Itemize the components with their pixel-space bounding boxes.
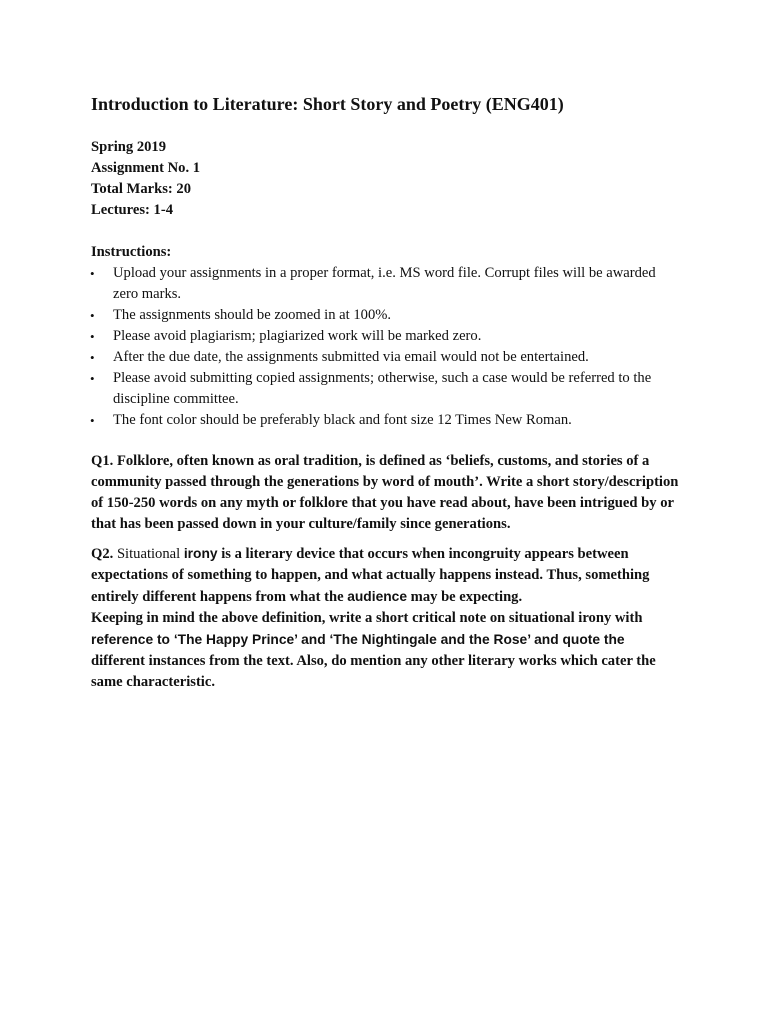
assignment-meta [91, 137, 680, 221]
instruction-item [91, 368, 680, 410]
question-2-label: Q2. [91, 546, 114, 562]
instruction-text: The font color should be preferably black and font size 12 Times New Roman. [113, 412, 572, 428]
term-irony: irony [183, 546, 218, 561]
question-2-text: may be expecting. [407, 589, 523, 605]
instruction-text: Please avoid submitting copied assignments; otherwise, such a case would be referred to the discipline committee. [113, 370, 652, 407]
instruction-item [91, 305, 680, 326]
instruction-item [91, 326, 680, 347]
semester: Spring 2019 [91, 139, 167, 155]
instruction-item [91, 410, 680, 431]
instruction-text: After the due date, the assignments submitted via email would not be entertained. [113, 349, 589, 365]
instructions-list [91, 263, 680, 431]
bullet-icon: • [90, 413, 95, 428]
instructions-heading: Instructions: [91, 244, 172, 260]
question-2 [91, 543, 680, 693]
instruction-item [91, 263, 680, 305]
question-2-references: reference to ‘The Happy Prince’ and ‘The Nightingale and the Rose’ and quote the [91, 632, 625, 647]
total-marks: Total Marks: 20 [91, 181, 191, 197]
question-2-text: Situational [113, 546, 184, 562]
document-title: Introduction to Literature: Short Story and Poetry (ENG401) [91, 94, 564, 114]
instruction-text: Upload your assignments in a proper format, i.e. MS word file. Corrupt files will be awarded zero marks. [113, 265, 656, 302]
term-audience: audience [347, 589, 408, 604]
bullet-icon: • [90, 266, 95, 281]
bullet-icon: • [90, 350, 95, 365]
bullet-icon: • [90, 329, 95, 344]
instruction-text: The assignments should be zoomed in at 100%. [113, 307, 392, 323]
bullet-icon: • [90, 308, 95, 323]
instruction-item [91, 347, 680, 368]
lectures: Lectures: 1-4 [91, 202, 173, 218]
question-2-text: is a literary device that occurs when incongruity appears between expectations of something to happen, and what actually happens instead. Thus, something entirely different happens from what the [91, 546, 650, 605]
bullet-icon: • [90, 371, 95, 386]
assignment-number: Assignment No. 1 [91, 160, 201, 176]
question-2-instruction: different instances from the text. Also, do mention any other literary works which cater the same characteristic. [91, 653, 656, 690]
question-1: Q1. Folklore, often known as oral tradition, is defined as ‘beliefs, customs, and stories of a community passed through the generations by word of mouth’. Write a short story/description of 150-250 words on any myth or folklore that you have read about, have been intrigued by or that has been passed down in your culture/family since generations. [91, 453, 679, 532]
question-2-instruction: Keeping in mind the above definition, write a short critical note on situational irony with [91, 610, 643, 626]
instruction-text: Please avoid plagiarism; plagiarized work will be marked zero. [113, 328, 482, 344]
